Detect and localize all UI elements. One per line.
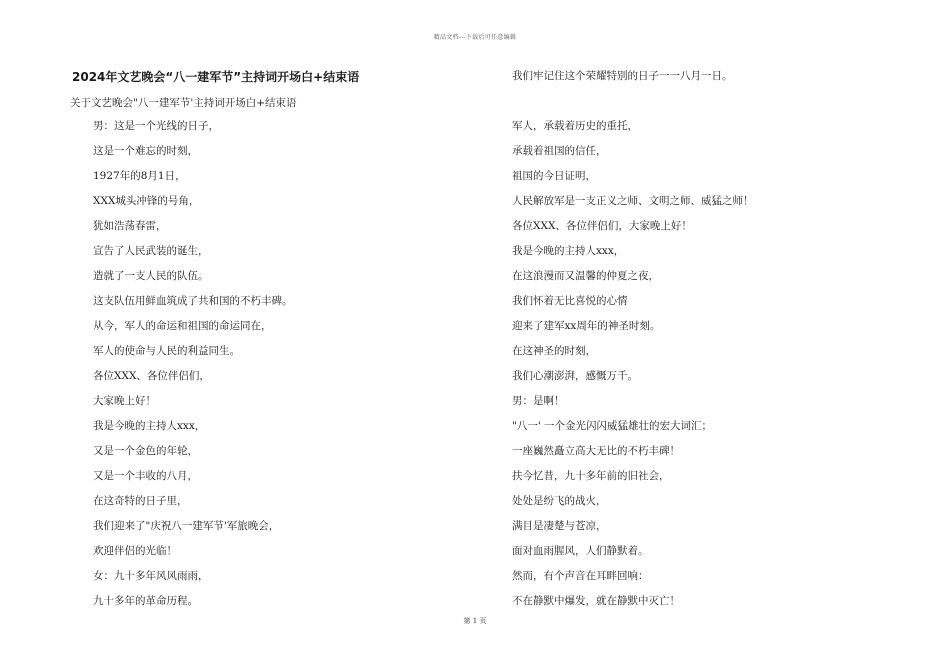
right-text-line: 我们牢记住这个荣耀特别的日子一一八月一日。 [512,70,733,82]
right-text-line: 我们心潮澎湃，感慨万千。 [512,370,638,382]
left-text-line: 又是一个丰收的八月， [93,470,198,482]
left-text-line: 造就了一支人民的队伍。 [93,270,209,282]
left-text-line: 我是今晚的主持人xxx， [93,420,206,432]
left-text-line: 这是一个难忘的时刻， [93,145,198,157]
right-text-line: 男：是啊！ [512,395,565,407]
left-text-line: 在这奇特的日子里， [93,495,188,507]
left-text-line: 女：九十多年风风雨雨， [93,570,209,582]
left-text-line: 军人的使命与人民的利益同生。 [93,345,240,357]
right-text-line: 满目是凄楚与苍凉， [512,520,607,532]
left-text-line: 男：这是一个光线的日子， [93,120,219,132]
right-text-line: 然而，有个声音在耳畔回响： [512,570,649,582]
left-text-line: 我们迎来了"庆祝八一建军节'军旅晚会， [93,520,280,532]
left-text-line: 从今，军人的命运和祖国的命运同在， [93,320,272,332]
left-text-line: 1927年的8月1日， [93,170,186,182]
left-text-line: 各位XXX、各位伴侣们， [93,370,210,382]
left-text-line: 欢迎伴侣的光临！ [93,545,177,557]
left-text-line: XXX城头冲锋的号角， [93,195,200,207]
page-header: 精品文档---下载后可任意编辑 [433,34,517,41]
right-text-line: 祖国的今日证明， [512,170,596,182]
left-text-line: 宣告了人民武装的诞生， [93,245,209,257]
right-text-line: 我是今晚的主持人xxx， [512,245,625,257]
left-text-line: 大家晚上好！ [93,395,156,407]
right-text-line: 人民解放军是一支正义之师、文明之师、威猛之师！ [512,195,754,207]
right-text-line: 扶今忆昔，九十多年前的旧社会， [512,470,670,482]
right-text-line: 各位XXX、各位伴侣们，大家晚上好！ [512,220,692,232]
right-text-line: 不在静默中爆发，就在静默中灭亡！ [512,595,680,607]
document-title: 2024年文艺晚会“八一建军节”主持词开场白+结束语 [72,70,360,84]
right-text-line: 迎来了建军xx周年的神圣时刻。 [512,320,661,332]
right-text-line: 在这浪漫而又温馨的仲夏之夜， [512,270,659,282]
page-number: 第 1 页 [463,617,487,625]
right-text-line: 承载着祖国的信任， [512,145,607,157]
left-text-line: 又是一个金色的年轮， [93,445,198,457]
document-subtitle: 关于文艺晚会"八一建军节'主持词开场白+结束语 [70,97,297,109]
right-text-line: 面对血雨腥风，人们静默着。 [512,545,649,557]
left-text-line: 犹如浩荡春雷， [93,220,167,232]
right-text-line: 我们怀着无比喜悦的心情 [512,295,628,307]
left-text-line: 九十多年的革命历程。 [93,595,198,607]
left-text-line: 这支队伍用鲜血筑成了共和国的不朽丰碑。 [93,295,293,307]
right-text-line: 处处是纷飞的战火， [512,495,607,507]
right-text-line: 在这神圣的时刻， [512,345,596,357]
right-text-line: 一座巍然矗立高大无比的不朽丰碑！ [512,445,680,457]
right-text-line: "八一' 一个金光闪闪威猛雄壮的宏大词汇； [512,420,713,432]
right-text-line: 军人，承载着历史的重托， [512,120,638,132]
